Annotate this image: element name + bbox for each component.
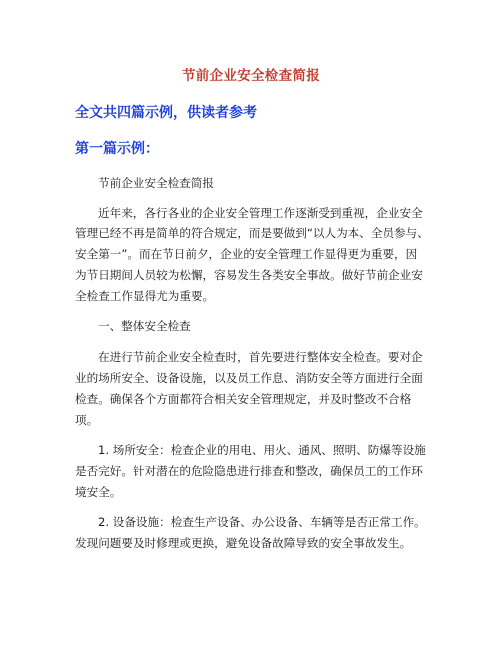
list-item-line: 1. 场所安全：检查企业的用电、用火、通风、照明、防爆等设施 — [98, 443, 426, 457]
paragraph-line: 全检查工作显得尤为重要。 — [75, 289, 215, 303]
paragraph-line: 为节日期间人员较为松懈，容易发生各类安全事故。做好节前企业安 — [75, 268, 423, 282]
paragraph-line: 近年来，各行各业的企业安全管理工作逐渐受到重视，企业安全 — [98, 206, 423, 220]
list-item-line: 发现问题要及时修理或更换，避免设备故障导致的安全事故发生。 — [75, 536, 412, 550]
paragraph-line: 在进行节前企业安全检查时，首先要进行整体安全检查。要对企 — [98, 350, 423, 364]
paragraph-line: 安全第一”。而在节日前夕，企业的安全管理工作显得更为重要，因 — [75, 247, 418, 261]
paragraph-line: 检查。确保各个方面都符合相关安全管理规定，并及时整改不合格 — [75, 392, 412, 406]
list-item-line: 境安全。 — [75, 485, 122, 499]
document-subtitle: 全文共四篇示例，供读者参考 — [75, 105, 257, 121]
paragraph-line: 业的场所安全、设备设施，以及员工作息、消防安全等方面进行全面 — [75, 371, 423, 385]
article-title: 节前企业安全检查简报 — [98, 176, 214, 190]
section-heading: 第一篇示例： — [75, 141, 159, 157]
list-item-line: 2. 设备设施：检查生产设备、办公设备、车辆等是否正常工作。 — [98, 515, 426, 529]
list-item-line: 是否完好。针对潜在的危险隐患进行排查和整改，确保员工的工作环 — [75, 464, 423, 478]
paragraph-line: 项。 — [75, 413, 99, 427]
paragraph-line: 管理已经不再是简单的符合规定，而是要做到“以人为本、全员参与、 — [75, 226, 429, 240]
document-title: 节前企业安全检查简报 — [182, 68, 320, 84]
section-subheading: 一、整体安全检查 — [98, 319, 191, 333]
